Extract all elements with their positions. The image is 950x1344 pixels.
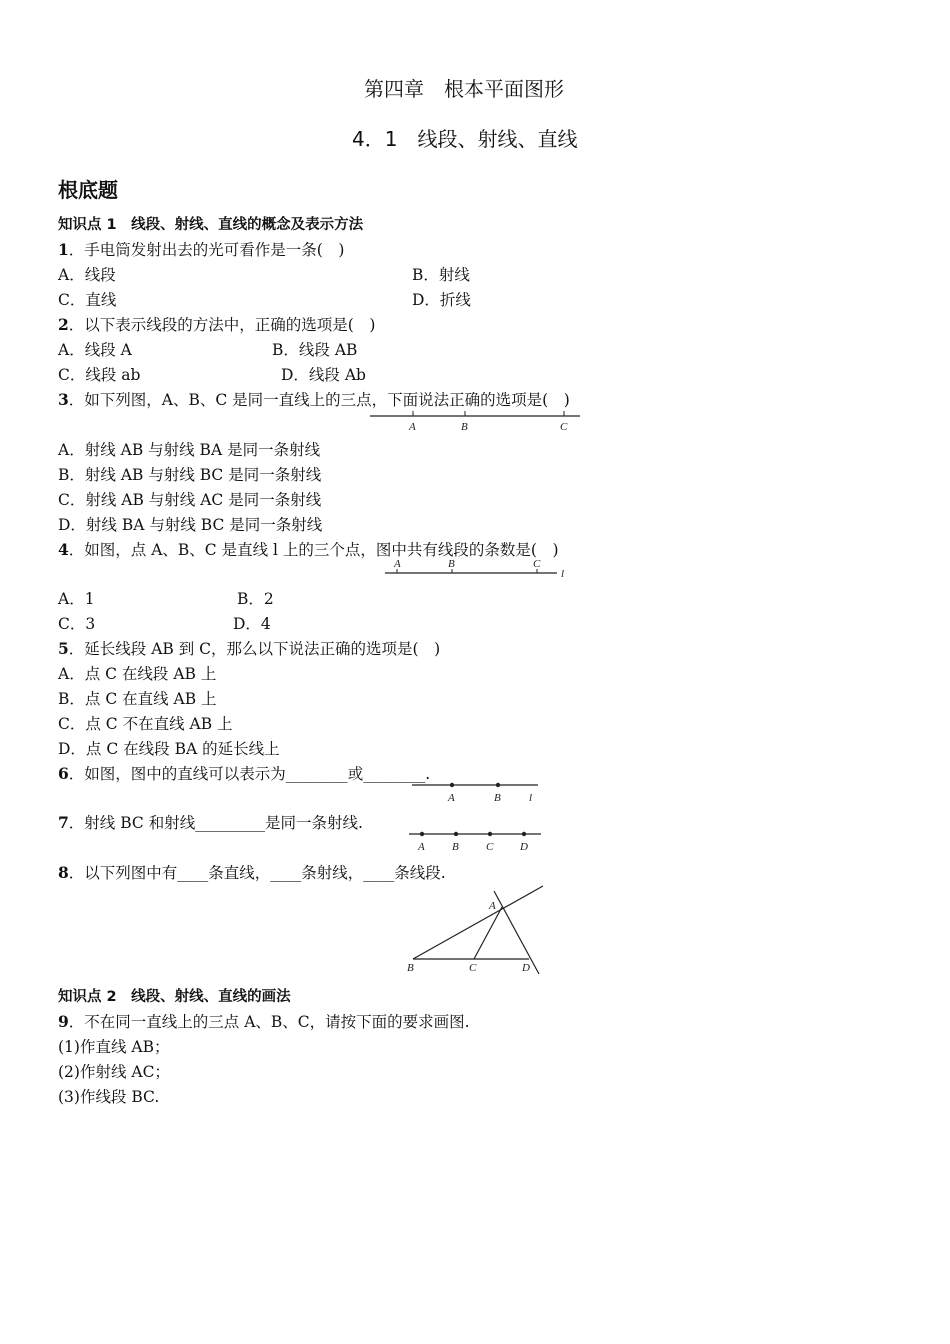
q3-label-b: B — [461, 421, 468, 433]
q7-label-d: D — [520, 841, 528, 853]
q8-figure — [405, 882, 550, 977]
q1-option-b: B．射线 — [412, 266, 470, 284]
q8-line-ad — [494, 891, 539, 974]
knowledge-point-1: 知识点 1 线段、射线、直线的概念及表示方法 — [58, 217, 364, 233]
q7-label-c: C — [486, 841, 494, 853]
q8-line-ba — [413, 886, 543, 959]
q6-point-a — [450, 783, 454, 787]
q7-point-d — [522, 832, 526, 836]
question-8: 8．以下列图中有____条直线，____条射线，____条线段. — [58, 863, 446, 882]
q3-option-a: A．射线 AB 与射线 BA 是同一条射线 — [58, 441, 321, 459]
question-1: 1．手电筒发射出去的光可看作是一条( ) — [58, 240, 345, 259]
q8-label-a: A — [489, 900, 496, 912]
section-title: 4．1 线段、射线、直线 — [352, 127, 578, 151]
q5-option-b: B．点 C 在直线 AB 上 — [58, 690, 217, 708]
q7-label-b: B — [452, 841, 459, 853]
q6-label-a: A — [448, 792, 455, 804]
question-6: 6．如图，图中的直线可以表示为________或________. — [58, 764, 431, 783]
q4-label-l: l — [561, 568, 565, 580]
q3-label-a: A — [409, 421, 416, 433]
q6-point-b — [496, 783, 500, 787]
q9-step-2: (2)作射线 AC； — [58, 1063, 170, 1081]
question-3: 3．如下列图，A、B、C 是同一直线上的三点，下面说法正确的选项是( ) — [58, 390, 570, 409]
q7-point-c — [488, 832, 492, 836]
q1-option-a: A．线段 — [58, 266, 116, 284]
q6-figure — [412, 778, 547, 804]
knowledge-point-2: 知识点 2 线段、射线、直线的画法 — [58, 989, 291, 1005]
q7-point-a — [420, 832, 424, 836]
q1-option-d: D．折线 — [412, 291, 471, 309]
q3-option-d: D．射线 BA 与射线 BC 是同一条射线 — [58, 516, 323, 534]
question-5: 5．延长线段 AB 到 C，那么以下说法正确的选项是( ) — [58, 639, 441, 658]
question-2: 2．以下表示线段的方法中，正确的选项是( ) — [58, 315, 376, 334]
question-4: 4．如图，点 A、B、C 是直线 l 上的三个点，图中共有线段的条数是( ) — [58, 540, 559, 559]
q2-option-c: C．线段 ab — [58, 366, 141, 384]
q2-option-a: A．线段 A — [58, 341, 132, 359]
q4-option-d: D．4 — [233, 615, 271, 633]
q2-option-b: B．线段 AB — [272, 341, 358, 359]
q8-label-c: C — [469, 962, 477, 974]
q2-option-d: D．线段 Ab — [281, 366, 366, 384]
q4-figure — [385, 557, 570, 581]
q3-figure — [370, 408, 585, 436]
q1-option-c: C．直线 — [58, 291, 117, 309]
q4-option-a: A．1 — [58, 590, 95, 608]
q6-label-b: B — [494, 792, 501, 804]
q4-option-b: B．2 — [237, 590, 274, 608]
question-7: 7．射线 BC 和射线_________是同一条射线. — [58, 813, 363, 832]
q9-step-1: (1)作直线 AB； — [58, 1038, 170, 1056]
q7-label-a: A — [418, 841, 425, 853]
q3-option-c: C．射线 AB 与射线 AC 是同一条射线 — [58, 491, 322, 509]
q5-option-a: A．点 C 在线段 AB 上 — [58, 665, 217, 683]
q7-point-b — [454, 832, 458, 836]
question-9: 9．不在同一直线上的三点 A、B、C，请按下面的要求画图. — [58, 1012, 470, 1031]
q6-label-l: l — [529, 792, 533, 804]
q7-figure — [409, 827, 544, 853]
chapter-title: 第四章 根本平面图形 — [364, 77, 564, 101]
q9-step-3: (3)作线段 BC. — [58, 1088, 160, 1106]
q8-line-ca — [474, 907, 502, 959]
q4-label-b: B — [448, 558, 455, 570]
q4-option-c: C．3 — [58, 615, 96, 633]
q8-label-b: B — [407, 962, 414, 974]
basic-heading: 根底题 — [58, 178, 118, 202]
q8-label-d: D — [522, 962, 530, 974]
q4-label-c: C — [533, 558, 541, 570]
q4-label-a: A — [394, 558, 401, 570]
q5-option-c: C．点 C 不在直线 AB 上 — [58, 715, 233, 733]
q3-label-c: C — [560, 421, 568, 433]
q3-option-b: B．射线 AB 与射线 BC 是同一条射线 — [58, 466, 322, 484]
q5-option-d: D．点 C 在线段 BA 的延长线上 — [58, 740, 280, 758]
